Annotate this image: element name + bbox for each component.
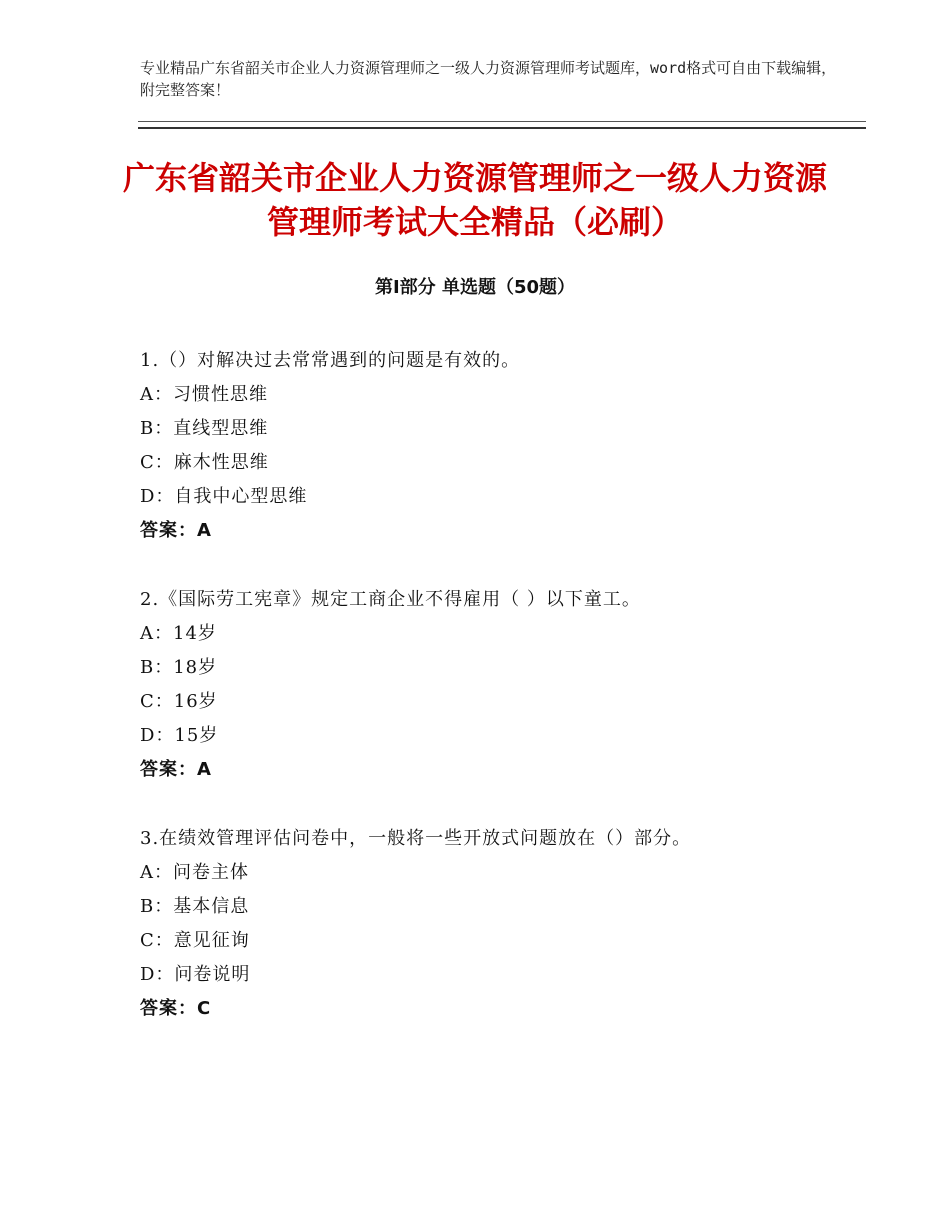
question-3 <box>140 822 840 1026</box>
option-c: C：意见征询 <box>140 930 250 951</box>
document-title: 广东省韶关市企业人力资源管理师之一级人力资源管理师考试大全精品（必刷） <box>122 159 827 241</box>
question-2 <box>140 583 840 787</box>
option-b: B：18岁 <box>140 657 218 678</box>
option-c: C：麻木性思维 <box>140 452 269 473</box>
answer: 答案：A <box>140 520 212 541</box>
option-d: D：问卷说明 <box>140 964 251 985</box>
option-a: A：问卷主体 <box>140 862 249 883</box>
section-title: 第Ⅰ部分 单选题（50题） <box>374 277 575 298</box>
option-a: A：14岁 <box>140 623 217 644</box>
option-b: B：直线型思维 <box>140 418 269 439</box>
option-b: B：基本信息 <box>140 896 250 917</box>
question-1 <box>140 344 840 548</box>
header-note: 专业精品广东省韶关市企业人力资源管理师之一级人力资源管理师考试题库，word格式可自由下载编辑，附完整答案！ <box>140 59 837 99</box>
header-divider <box>138 121 866 129</box>
answer: 答案：A <box>140 759 212 780</box>
question-stem: 2.《国际劳工宪章》规定工商企业不得雇用（ ）以下童工。 <box>140 589 641 610</box>
option-a: A：习惯性思维 <box>140 384 268 405</box>
question-stem: 1.（）对解决过去常常遇到的问题是有效的。 <box>140 350 521 371</box>
question-stem: 3.在绩效管理评估问卷中，一般将一些开放式问题放在（）部分。 <box>140 828 692 849</box>
option-c: C：16岁 <box>140 691 218 712</box>
option-d: D：自我中心型思维 <box>140 486 308 507</box>
answer: 答案：C <box>140 998 212 1019</box>
option-d: D：15岁 <box>140 725 219 746</box>
